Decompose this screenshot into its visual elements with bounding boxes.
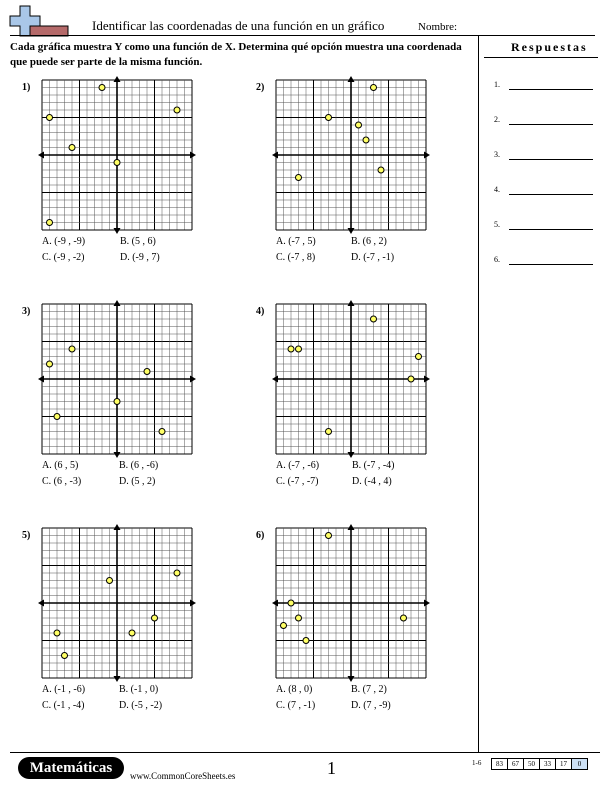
answer-options-5 xyxy=(42,682,222,716)
arrow-left-icon xyxy=(272,600,278,607)
plotted-point xyxy=(62,653,68,659)
option-d: D. (-7 , -1) xyxy=(351,252,395,263)
name-label: Nombre: xyxy=(418,21,458,33)
option-a: A. (-7 , -6) xyxy=(276,460,320,471)
answer-line[interactable] xyxy=(509,264,593,265)
arrow-left-icon xyxy=(38,376,44,383)
option-c: C. (6 , -3) xyxy=(42,476,82,487)
score-cell: 50 xyxy=(523,758,540,770)
arrow-left-icon xyxy=(272,376,278,383)
option-c: C. (-7 , -7) xyxy=(276,476,319,487)
plotted-point xyxy=(288,346,294,352)
option-a: A. (8 , 0) xyxy=(276,684,313,695)
answer-row-5[interactable] xyxy=(494,220,594,234)
plotted-point xyxy=(356,122,362,128)
plotted-point xyxy=(281,623,287,629)
problem-number: 6) xyxy=(256,530,265,541)
arrow-up-icon xyxy=(114,76,121,82)
plotted-point xyxy=(371,316,377,322)
answer-options-3 xyxy=(42,458,222,492)
problem-number: 5) xyxy=(22,530,31,541)
answers-divider xyxy=(478,36,479,752)
arrow-up-icon xyxy=(114,300,121,306)
plotted-point xyxy=(326,115,332,121)
option-b: B. (-1 , 0) xyxy=(119,684,159,695)
subject-badge: Matemáticas xyxy=(18,757,124,779)
score-cell: 33 xyxy=(539,758,556,770)
answer-line[interactable] xyxy=(509,159,593,160)
plotted-point xyxy=(144,369,150,375)
option-b: B. (5 , 6) xyxy=(120,236,156,247)
option-a: A. (6 , 5) xyxy=(42,460,79,471)
coordinate-graph-3 xyxy=(42,304,192,454)
plotted-point xyxy=(174,570,180,576)
answer-row-1[interactable] xyxy=(494,80,594,94)
instructions: Cada gráfica muestra Y como una función de X. Determina qué opción muestra una coordenada que puede ser parte de la misma función. xyxy=(10,41,462,68)
arrow-up-icon xyxy=(348,524,355,530)
arrow-up-icon xyxy=(114,524,121,530)
plotted-point xyxy=(303,638,309,644)
plotted-point xyxy=(99,85,105,91)
answer-options-1 xyxy=(42,234,222,268)
answer-options-4 xyxy=(276,458,456,492)
plotted-point xyxy=(114,399,120,405)
footer-divider xyxy=(10,752,600,753)
arrow-left-icon xyxy=(38,600,44,607)
score-table xyxy=(492,758,588,770)
plotted-point xyxy=(401,615,407,621)
plotted-point xyxy=(326,533,332,539)
answer-label: 5. xyxy=(494,220,500,229)
plotted-point xyxy=(69,346,75,352)
plotted-point xyxy=(288,600,294,606)
option-b: B. (6 , 2) xyxy=(351,236,387,247)
score-range-label: 1-6 xyxy=(472,759,482,767)
problem-number: 3) xyxy=(22,306,31,317)
arrow-right-icon xyxy=(190,376,196,383)
plotted-point xyxy=(296,615,302,621)
coordinate-graph-6 xyxy=(276,528,426,678)
answer-line[interactable] xyxy=(509,229,593,230)
option-d: D. (-5 , -2) xyxy=(119,700,163,711)
arrow-right-icon xyxy=(190,152,196,159)
plotted-point xyxy=(47,115,53,121)
problem-number: 1) xyxy=(22,82,31,93)
option-b: B. (-7 , -4) xyxy=(352,460,395,471)
answer-options-2 xyxy=(276,234,456,268)
page-title: Identificar las coordenadas de una función en un gráfico xyxy=(92,18,385,33)
option-a: A. (-7 , 5) xyxy=(276,236,316,247)
answer-label: 2. xyxy=(494,115,500,124)
plotted-point xyxy=(152,615,158,621)
option-c: C. (7 , -1) xyxy=(276,700,316,711)
plotted-point xyxy=(47,361,53,367)
answers-title: Respuestas xyxy=(511,40,588,54)
answer-row-6[interactable] xyxy=(494,255,594,269)
option-b: B. (6 , -6) xyxy=(119,460,159,471)
coordinate-graph-1 xyxy=(42,80,192,230)
page-number: 1 xyxy=(327,758,336,778)
answer-row-2[interactable] xyxy=(494,115,594,129)
header-divider xyxy=(10,35,595,36)
answer-row-3[interactable] xyxy=(494,150,594,164)
option-a: A. (-1 , -6) xyxy=(42,684,86,695)
option-d: D. (-9 , 7) xyxy=(120,252,160,263)
score-cell: 67 xyxy=(507,758,524,770)
arrow-left-icon xyxy=(38,152,44,159)
coordinate-graph-5 xyxy=(42,528,192,678)
option-c: C. (-1 , -4) xyxy=(42,700,85,711)
answer-label: 4. xyxy=(494,185,500,194)
arrow-right-icon xyxy=(424,600,430,607)
plotted-point xyxy=(129,630,135,636)
arrow-up-icon xyxy=(348,300,355,306)
answer-options-6 xyxy=(276,682,456,716)
arrow-right-icon xyxy=(424,376,430,383)
problem-number: 2) xyxy=(256,82,265,93)
answer-label: 3. xyxy=(494,150,500,159)
plotted-point xyxy=(363,137,369,143)
website-link[interactable]: www.CommonCoreSheets.es xyxy=(130,771,236,781)
plotted-point xyxy=(159,429,165,435)
answer-line[interactable] xyxy=(509,124,593,125)
plotted-point xyxy=(47,220,53,226)
plotted-point xyxy=(416,354,422,360)
answer-label: 6. xyxy=(494,255,500,264)
arrow-up-icon xyxy=(348,76,355,82)
arrow-left-icon xyxy=(272,152,278,159)
option-d: D. (7 , -9) xyxy=(351,700,391,711)
option-c: C. (-7 , 8) xyxy=(276,252,316,263)
plotted-point xyxy=(371,85,377,91)
answers-title-underline xyxy=(484,57,598,58)
answer-line[interactable] xyxy=(509,194,593,195)
score-cell: 83 xyxy=(491,758,508,770)
option-c: C. (-9 , -2) xyxy=(42,252,85,263)
option-d: D. (5 , 2) xyxy=(119,476,156,487)
logo-icon xyxy=(8,4,70,38)
plotted-point xyxy=(54,630,60,636)
answer-label: 1. xyxy=(494,80,500,89)
plotted-point xyxy=(296,175,302,181)
option-b: B. (7 , 2) xyxy=(351,684,387,695)
coordinate-graph-4 xyxy=(276,304,426,454)
plotted-point xyxy=(296,346,302,352)
plotted-point xyxy=(174,107,180,113)
plotted-point xyxy=(326,429,332,435)
plotted-point xyxy=(69,145,75,151)
option-a: A. (-9 , -9) xyxy=(42,236,86,247)
plotted-point xyxy=(114,160,120,166)
option-d: D. (-4 , 4) xyxy=(352,476,392,487)
arrow-right-icon xyxy=(424,152,430,159)
problem-number: 4) xyxy=(256,306,265,317)
plotted-point xyxy=(408,376,414,382)
answer-row-4[interactable] xyxy=(494,185,594,199)
answer-line[interactable] xyxy=(509,89,593,90)
plotted-point xyxy=(378,167,384,173)
coordinate-graph-2 xyxy=(276,80,426,230)
plotted-point xyxy=(54,414,60,420)
arrow-right-icon xyxy=(190,600,196,607)
plotted-point xyxy=(107,578,113,584)
score-cell: 17 xyxy=(555,758,572,770)
score-cell: 0 xyxy=(571,758,588,770)
